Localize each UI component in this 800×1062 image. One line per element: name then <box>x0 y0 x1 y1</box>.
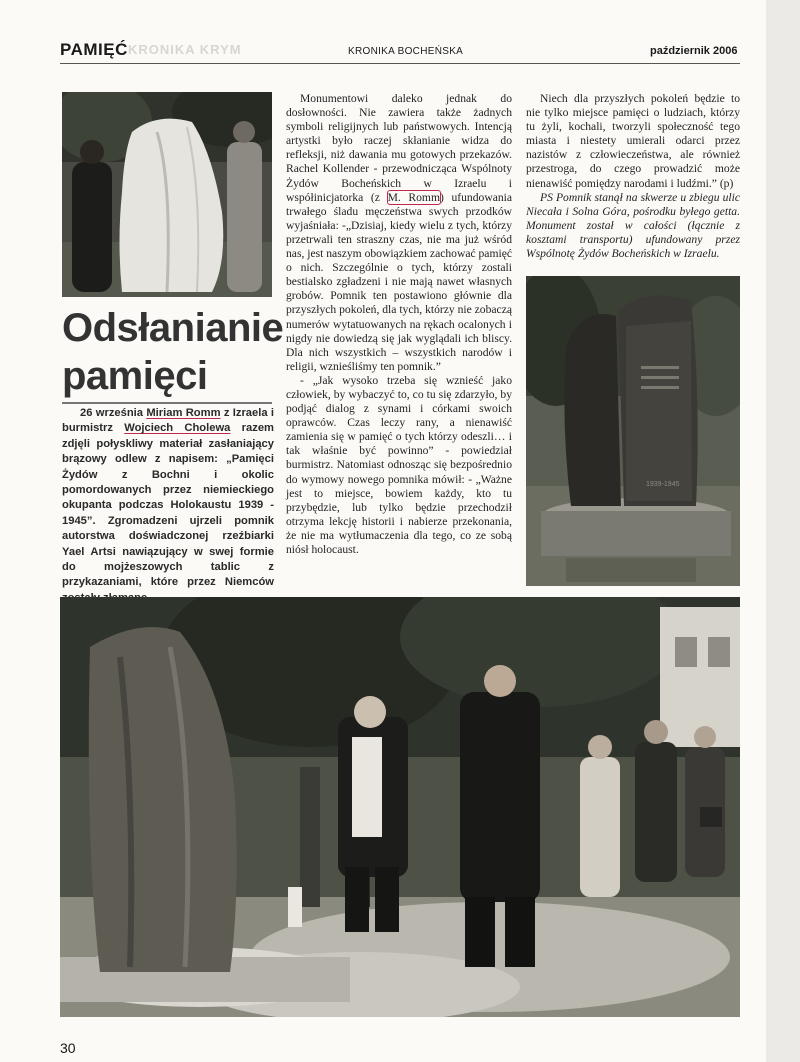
page-number: 30 <box>60 1040 76 1056</box>
publication-title: KRONIKA BOCHEŃSKA <box>348 46 464 57</box>
article-lead <box>62 406 274 606</box>
header-rule <box>60 63 740 64</box>
lead-paragraph <box>62 406 274 606</box>
col2-text-b: ) ufundowania trwałego śladu męczeństwa swych przodków wyjaśniała: -„Dzisiaj, kiedy wielu z tych, którzy przetrwali ten straszny czas, nie ma już wśród nas, jest naszym obowiązkiem zachować pamięć o nich. Szczególnie o tych, którzy zostali bestialsko zgładzeni i nie mają nawet własnych grobów. Pomnik ten postawiono głównie dla przyszłych pokoleń, dla tych, którzy nie zobaczą numerów wytatuowanych na rękach ocalonych i nigdy nie dowiedzą się jak wyglądali ich bliscy. Dla nich wszystkich – wszystkich narodów i religii, wznieśliśmy ten pomnik.” <box>286 190 513 373</box>
monument-inscription: 1939-1945 <box>646 481 680 488</box>
photo-ceremony <box>60 597 740 1017</box>
column-2-paragraph-1 <box>286 92 512 374</box>
photo-monument <box>526 276 740 586</box>
headline-line-2: pamięci <box>62 354 208 398</box>
article-headline <box>62 304 284 400</box>
section-label: PAMIĘĆ <box>60 40 128 59</box>
headline-rule <box>62 402 272 404</box>
lead-text-c: razem zdjęli połyskliwy materiał zasłaniający brązowy odlew z napisem: „Pamięci Żydów z Bochni i okolic pomordowanych przez niemieckiego okupanta podczas Holokaustu 1939 - 1945”. Zgromadzeni ujrzeli pomnik autorstwa doświadczonej rzeźbiarki Yael Artsi nawiązujący w swej formie do mojżeszowych tablic z przykazaniami, które przez Niemców <box>62 422 274 589</box>
article-column-3 <box>526 92 740 261</box>
lead-text-b: z Izraela i burmistrz <box>62 407 275 435</box>
article-column-2 <box>286 92 512 557</box>
photo-unveiling <box>62 92 272 297</box>
section-ghost-text: KRONIKA KRYM <box>128 42 242 57</box>
highlighted-name-m-romm: M. Romm <box>387 190 440 204</box>
highlighted-name-miriam-romm: Miriam Romm <box>146 407 221 419</box>
highlighted-name-wojciech-cholewa: Wojciech Cholewa <box>124 422 231 435</box>
postscript: PS Pomnik stanął na skwerze u zbiegu ulic Niecała i Solna Góra, pośrodku byłego getta. Monument został w całości (łącznie z kosztami transportu) ufundowany przez Wspólnotę Żydów Bocheńskich w Izraelu. <box>526 190 740 261</box>
issue-date: październik 2006 <box>650 45 738 57</box>
lead-text-a: 26 września <box>80 407 147 419</box>
column-3-paragraph-1: Niech dla przyszłych pokoleń będzie to nie tylko miejsce pamięci o ludziach, którzy tu żyli, kochali, tworzyli społeczność tego miasta i niestety umierali odarci przez nazistów z człowieczeństwa, ale również przestroga, do czego prowadzić może nienawiść pomiędzy narodami i ludźmi.” (p) <box>526 92 740 190</box>
scan-margin <box>766 0 800 1062</box>
col2-text-a: Monumentowi daleko jednak do dosłowności. Nie zawiera także żadnych symboli religijnych lub państwowych. Intencją artystki było raczej skłanianie widza do refleksji, niż dawania mu gotowych przekazów. Rachel Kollender - przewodnicząca Wspólnoty Żydów Bocheńskich w Izraelu i współinicjatorka (z <box>286 92 512 204</box>
column-2-paragraph-2: - „Jak wysoko trzeba się wznieść jako człowiek, by wybaczyć to, co tu się zdarzyło, by podjąć dialog z synami i córkami swoich oprawców. Czas leczy rany, a nienawiść zamienia się w pamięć o tych którzy odeszli… i tak właśnie być powinno” - powiedział burmistrz. Natomiast odnosząc się bezpośrednio do wymowy nowego pomnika mówił: - „Ważne jest to miejsce, bowiem każdy, kto tu przybędzie, lub tylko będzie przechodził otrzyma lekcję historii i nabierze przekonania, że nie ma wytłumaczenia dla tego, co ze sobą niósł holocaust. <box>286 373 512 556</box>
headline-line-1: Odsłanianie <box>62 306 284 350</box>
